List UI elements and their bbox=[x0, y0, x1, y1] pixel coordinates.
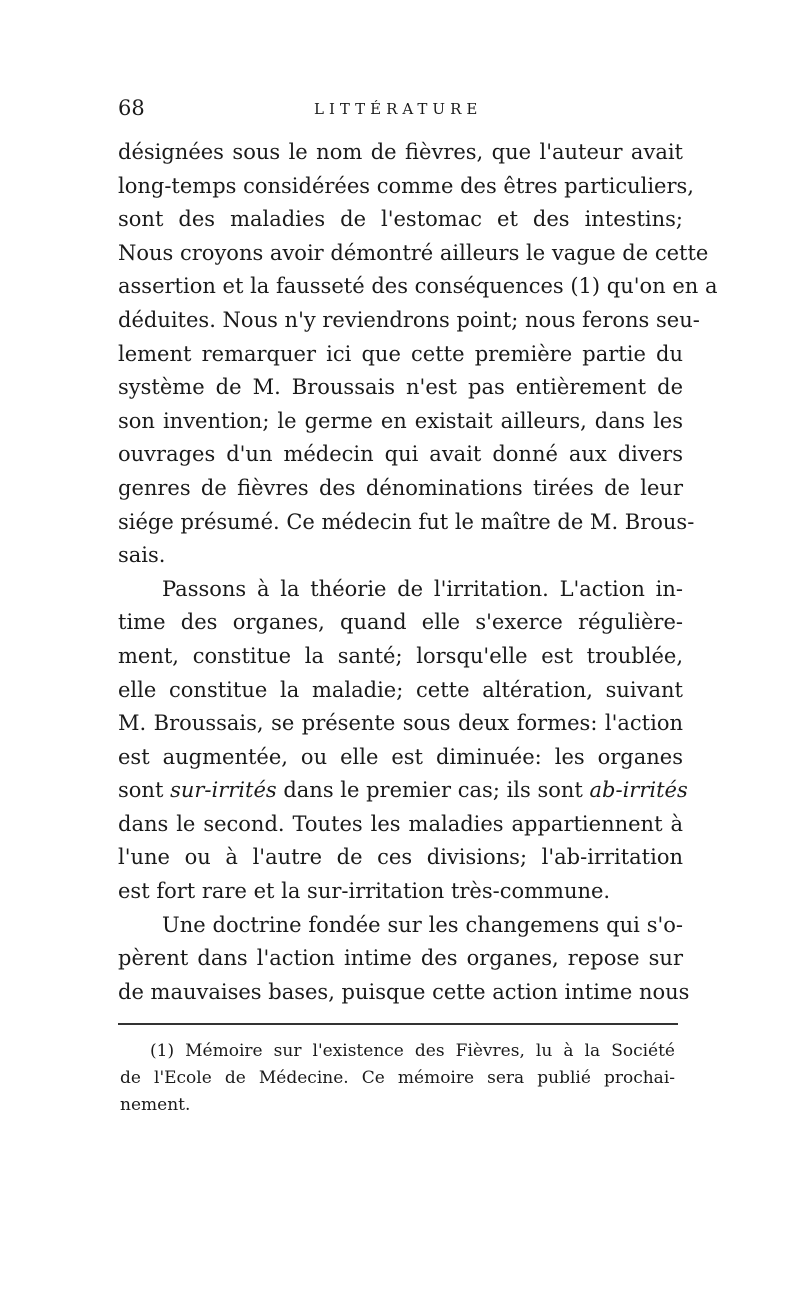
text-line: est augmentée, ou elle est diminuée: les organes bbox=[118, 744, 683, 769]
text-line: l'une ou à l'autre de ces divisions; l'ab-irritation bbox=[118, 845, 683, 870]
text-line-with-italics bbox=[118, 774, 688, 808]
text-line: sais. bbox=[118, 543, 166, 568]
footnote-line: de l'Ecole de Médecine. Ce mémoire sera publié prochai- bbox=[120, 1068, 675, 1088]
text-span: dans le premier cas; ils sont bbox=[276, 778, 590, 803]
text-line: Nous croyons avoir démontré ailleurs le vague de cette bbox=[118, 240, 709, 265]
text-line: M. Broussais, se présente sous deux formes: l'action bbox=[118, 711, 683, 736]
footnote bbox=[120, 1038, 675, 1119]
text-line: dans le second. Toutes les maladies appartiennent à bbox=[118, 811, 683, 836]
text-line: genres de fièvres des dénominations tirées de leur bbox=[118, 475, 683, 500]
footnote-line: nement. bbox=[120, 1095, 191, 1115]
italic-term-ab-irrites: ab-irrités bbox=[589, 778, 688, 803]
running-head: LITTÉRATURE bbox=[314, 100, 483, 118]
text-line: est fort rare et la sur-irritation très-commune. bbox=[118, 879, 611, 904]
text-line: Une doctrine fondée sur les changemens qui s'o- bbox=[162, 912, 683, 937]
text-line: de mauvaises bases, puisque cette action intime nous bbox=[118, 979, 690, 1004]
text-line: elle constitue la maladie; cette altération, suivant bbox=[118, 677, 683, 702]
italic-term-sur-irrites: sur-irrités bbox=[170, 778, 277, 803]
page-number: 68 bbox=[118, 96, 145, 120]
page-header bbox=[118, 96, 678, 126]
text-line: déduites. Nous n'y reviendrons point; nous ferons seu- bbox=[118, 307, 700, 332]
text-line: sont des maladies de l'estomac et des intestins; bbox=[118, 207, 683, 232]
text-line: son invention; le germe en existait ailleurs, dans les bbox=[118, 408, 683, 433]
text-line: time des organes, quand elle s'exerce régulière- bbox=[118, 610, 683, 635]
text-line: système de M. Broussais n'est pas entièrement de bbox=[118, 375, 683, 400]
text-span: sont bbox=[118, 778, 171, 803]
text-line: assertion et la fausseté des conséquences (1) qu'on en a bbox=[118, 274, 718, 299]
body-text bbox=[118, 136, 718, 1009]
text-line: ment, constitue la santé; lorsqu'elle est troublée, bbox=[118, 643, 683, 668]
text-line: siége présumé. Ce médecin fut le maître de M. Brous- bbox=[118, 509, 695, 534]
text-line: long-temps considérées comme des êtres particuliers, bbox=[118, 173, 694, 198]
footnote-divider bbox=[118, 1023, 678, 1025]
text-line: ouvrages d'un médecin qui avait donné aux divers bbox=[118, 442, 683, 467]
text-line: Passons à la théorie de l'irritation. L'action in- bbox=[162, 576, 683, 601]
text-line: désignées sous le nom de fièvres, que l'auteur avait bbox=[118, 140, 683, 164]
text-line: lement remarquer ici que cette première partie du bbox=[118, 341, 683, 366]
footnote-line: (1) Mémoire sur l'existence des Fièvres, lu à la Société bbox=[150, 1041, 675, 1061]
text-line: pèrent dans l'action intime des organes, repose sur bbox=[118, 946, 683, 971]
